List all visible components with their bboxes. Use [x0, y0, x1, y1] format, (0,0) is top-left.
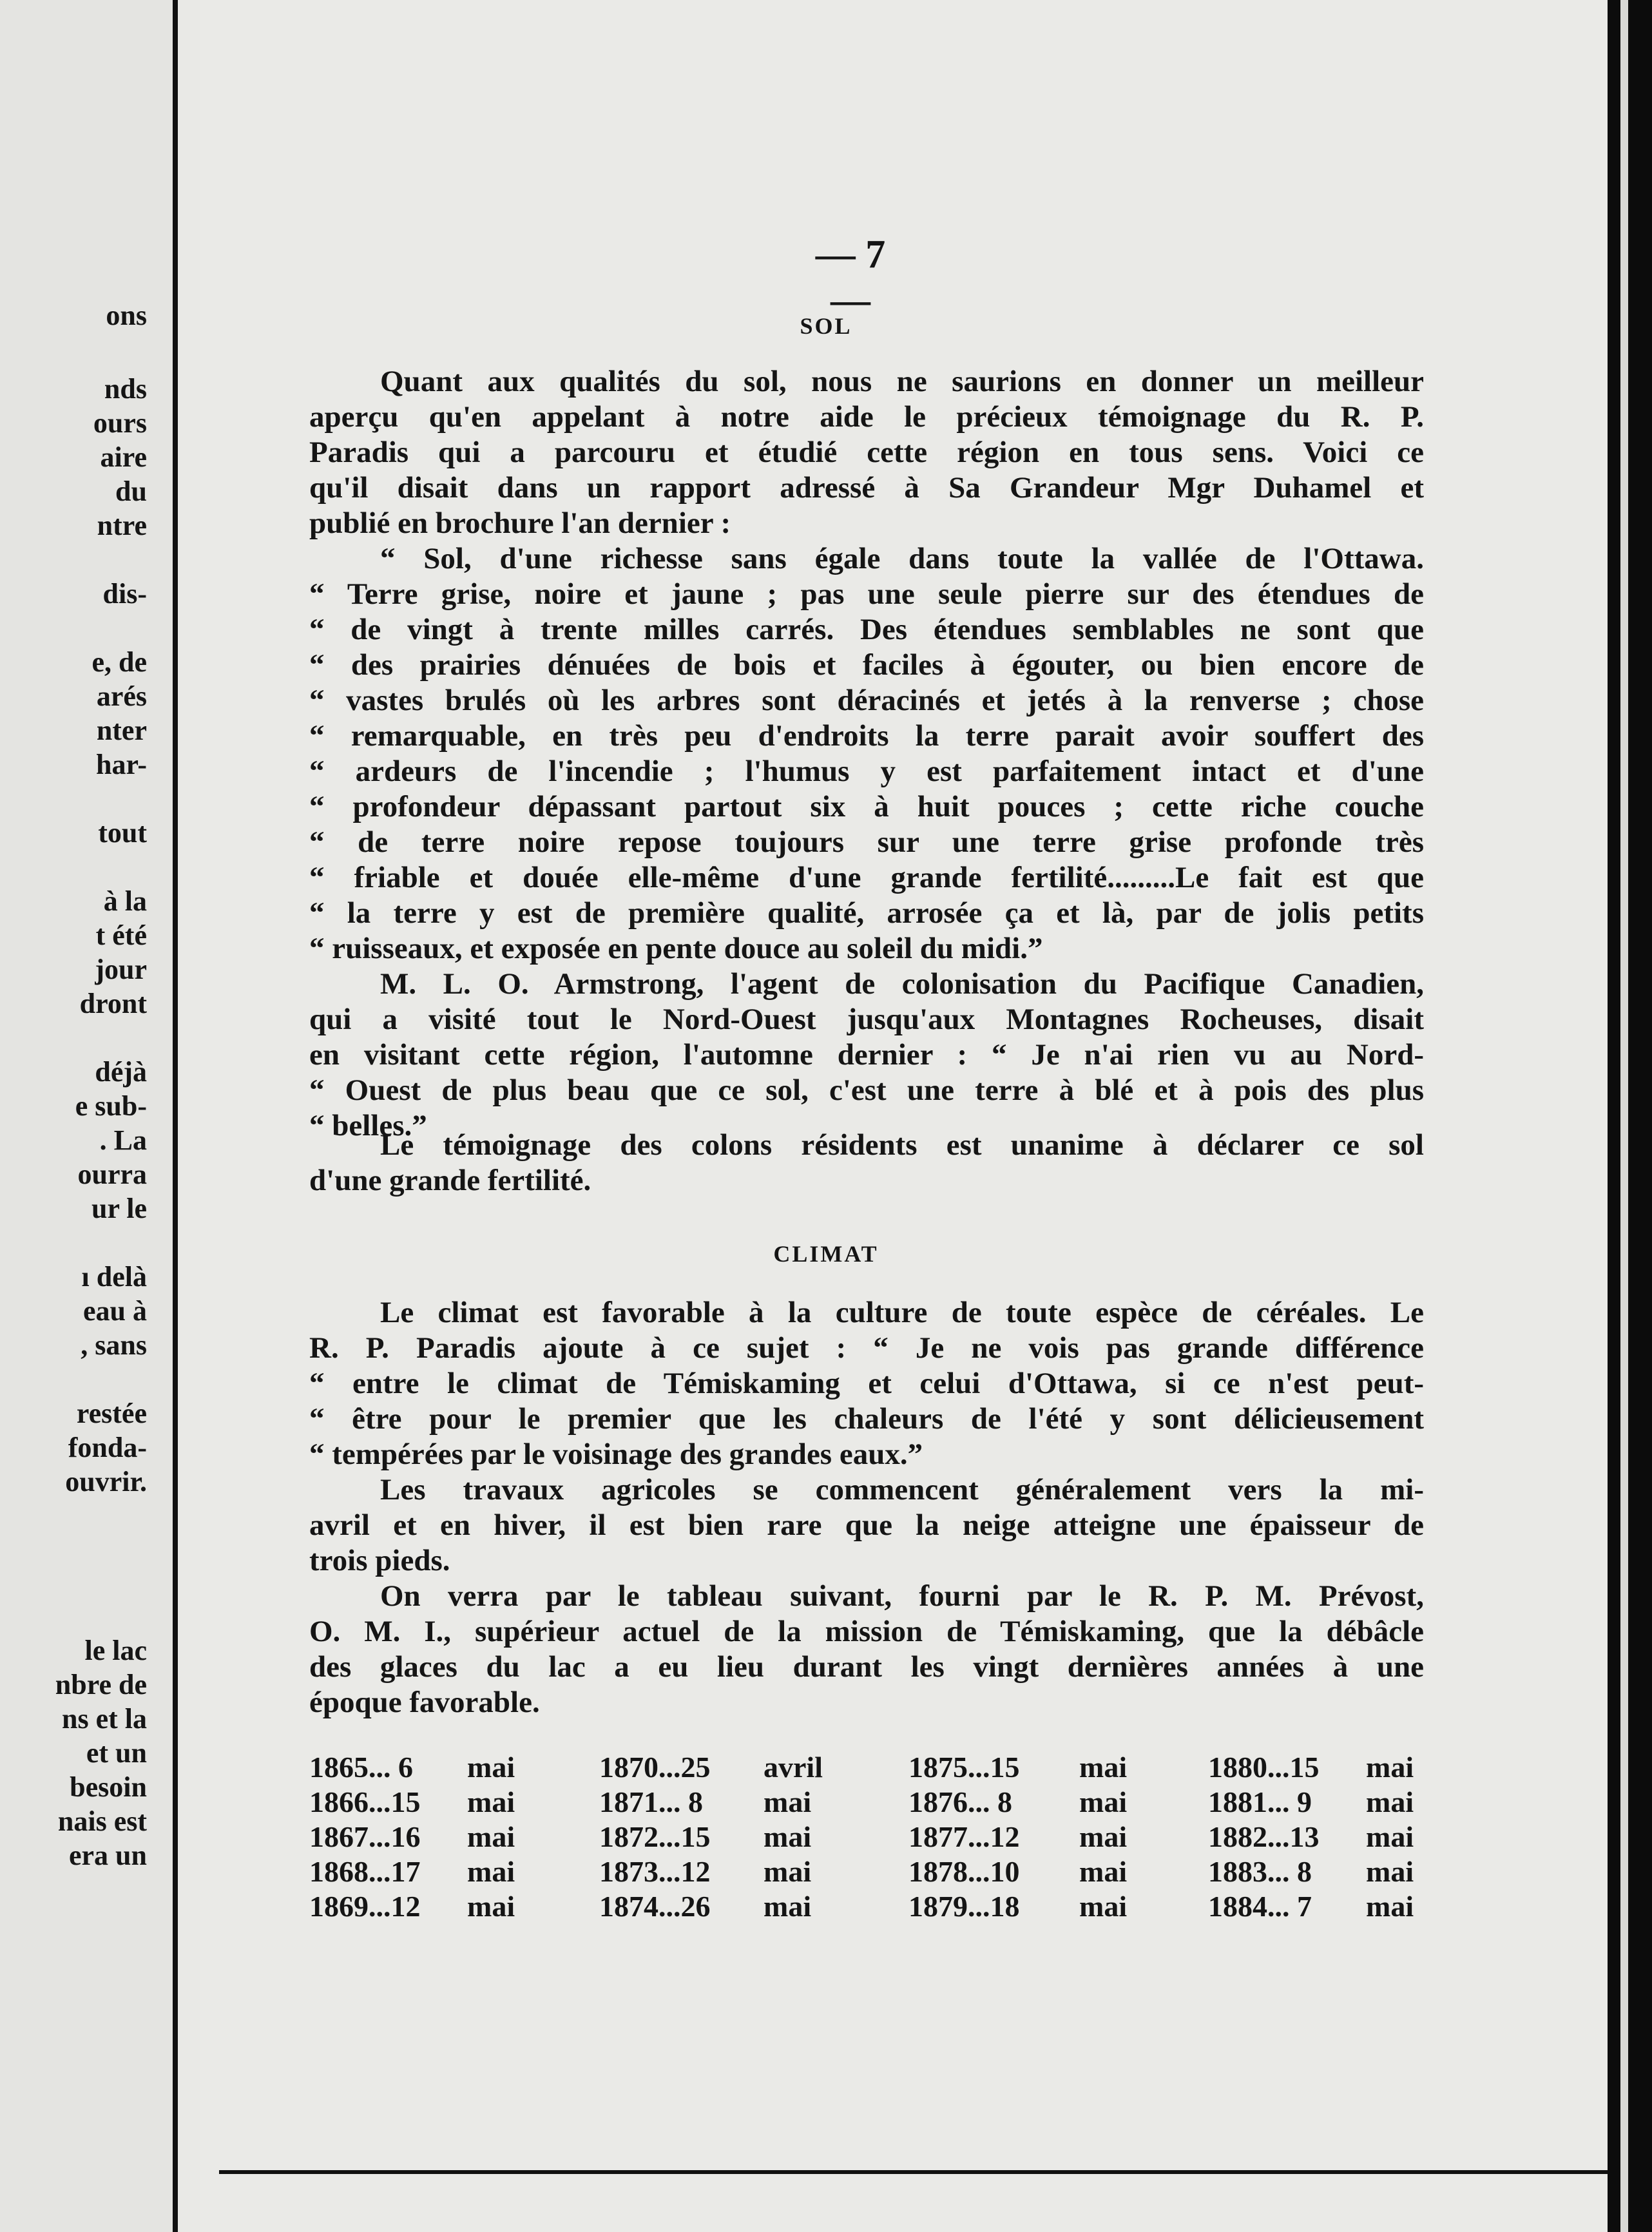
- page-bottom-rule: [219, 2170, 1608, 2174]
- table-cell-date: 1870...25: [599, 1751, 711, 1784]
- table-cell-month: mai: [1079, 1785, 1128, 1818]
- fragment-text: era un: [69, 1840, 147, 1871]
- text-line: publié en brochure l'an dernier :: [309, 506, 731, 540]
- text-line: qui a visité tout le Nord-Ouest jusqu'aux Montagnes Rocheuses, disait: [309, 1003, 1424, 1036]
- fragment-text: nais est: [57, 1805, 147, 1837]
- text-line: trois pieds.: [309, 1544, 450, 1577]
- table-cell-date: 1873...12: [599, 1855, 711, 1888]
- sol-paragraph-3: [309, 1128, 1424, 1198]
- table-cell-month: mai: [1079, 1855, 1128, 1888]
- text-line: Le climat est favorable à la culture de toute espèce de céréales. Le: [380, 1296, 1424, 1329]
- fragment-text: fonda-: [68, 1432, 147, 1463]
- text-line: “ de vingt à trente milles carrés. Des étendues semblables ne sont que: [309, 613, 1424, 646]
- table-cell-month: mai: [764, 1855, 812, 1888]
- fragment-text: ntre: [97, 510, 147, 541]
- text-line: “ la terre y est de première qualité, arrosée ça et là, par de jolis petits: [309, 896, 1424, 930]
- text-line: “ friable et douée elle-même d'une grande fertilité.........Le fait est que: [309, 861, 1424, 894]
- fragment-text: e sub-: [75, 1090, 147, 1122]
- fragment-text: arés: [96, 680, 147, 712]
- text-line: époque favorable.: [309, 1686, 540, 1719]
- page-number: — 7 —: [815, 233, 886, 322]
- table-row: [309, 1785, 1424, 1820]
- sol-paragraph-1: [309, 364, 1424, 541]
- text-line: “ ardeurs de l'incendie ; l'humus y est parfaitement intact et d'une: [309, 755, 1424, 788]
- table-cell-month: mai: [1366, 1820, 1414, 1853]
- text-line: avril et en hiver, il est bien rare que la neige atteigne une épaisseur de: [309, 1508, 1424, 1542]
- table-cell-date: 1884... 7: [1208, 1890, 1312, 1923]
- text-line: “ des prairies dénuées de bois et faciles à égouter, ou bien encore de: [309, 648, 1424, 682]
- fragment-text: restée: [76, 1398, 147, 1429]
- table-cell-month: mai: [467, 1855, 515, 1888]
- table-cell-date: 1868...17: [309, 1855, 421, 1888]
- fragment-text: e, de: [91, 646, 147, 678]
- table-cell-month: avril: [764, 1751, 823, 1784]
- fragment-text: déjà: [95, 1056, 147, 1088]
- text-line: Paradis qui a parcouru et étudié cette région en tous sens. Voici ce: [309, 436, 1424, 469]
- table-cell-month: mai: [1366, 1890, 1414, 1923]
- table-cell-month: mai: [1366, 1855, 1414, 1888]
- fragment-text: le lac: [84, 1635, 147, 1666]
- fragment-text: du: [115, 476, 147, 507]
- table-cell-month: mai: [764, 1785, 812, 1818]
- fragment-text: besoin: [70, 1771, 147, 1803]
- fragment-text: jour: [95, 954, 147, 985]
- table-row: [309, 1750, 1424, 1785]
- table-cell-date: 1865... 6: [309, 1751, 413, 1784]
- fragment-text: ourra: [77, 1159, 147, 1190]
- fragment-text: ours: [93, 407, 147, 439]
- sol-paragraph-2: [309, 967, 1424, 1144]
- text-line: O. M. I., supérieur actuel de la mission de Témiskaming, que la débâcle: [309, 1615, 1424, 1648]
- table-cell-month: mai: [1366, 1785, 1414, 1818]
- text-line: M. L. O. Armstrong, l'agent de colonisation du Pacifique Canadien,: [380, 967, 1424, 1001]
- fragment-text: et un: [86, 1737, 147, 1769]
- table-cell-date: 1878...10: [908, 1855, 1020, 1888]
- text-line: “ belles.”: [309, 1109, 427, 1142]
- table-cell-month: mai: [467, 1890, 515, 1923]
- table-cell-date: 1876... 8: [908, 1785, 1012, 1818]
- fragment-text: , sans: [81, 1329, 147, 1361]
- table-cell-month: mai: [467, 1751, 515, 1784]
- table-cell-date: 1882...13: [1208, 1820, 1320, 1853]
- table-row: [309, 1889, 1424, 1924]
- fragment-text: dis-: [102, 578, 147, 610]
- table-cell-date: 1879...18: [908, 1890, 1020, 1923]
- text-line: “ Sol, d'une richesse sans égale dans toute la vallée de l'Ottawa.: [380, 542, 1424, 575]
- table-cell-month: mai: [1079, 1890, 1128, 1923]
- table-cell-month: mai: [1079, 1751, 1128, 1784]
- text-line: “ tempérées par le voisinage des grandes eaux.”: [309, 1438, 923, 1471]
- text-line: “ de terre noire repose toujours sur une terre grise profonde très: [309, 825, 1424, 859]
- section-title-sol: SOL: [800, 313, 852, 339]
- section-title-climat: CLIMAT: [773, 1241, 879, 1267]
- table-row: [309, 1820, 1424, 1854]
- table-cell-date: 1881... 9: [1208, 1785, 1312, 1818]
- table-cell-date: 1877...12: [908, 1820, 1020, 1853]
- text-line: aperçu qu'en appelant à notre aide le précieux témoignage du R. P.: [309, 400, 1424, 434]
- table-cell-month: mai: [764, 1890, 812, 1923]
- table-cell-date: 1871... 8: [599, 1785, 703, 1818]
- fragment-text: har-: [95, 749, 147, 780]
- fragment-text: nter: [96, 715, 147, 746]
- fragment-text: t été: [95, 919, 147, 951]
- table-cell-date: 1880...15: [1208, 1751, 1320, 1784]
- fragment-text: ns et la: [62, 1703, 147, 1735]
- climat-paragraph-3: [309, 1579, 1424, 1720]
- text-line: “ entre le climat de Témiskaming et celui d'Ottawa, si ce n'est peut-: [309, 1367, 1424, 1400]
- fragment-text: ı delà: [81, 1261, 147, 1293]
- table-cell-date: 1883... 8: [1208, 1855, 1312, 1888]
- text-line: qu'il disait dans un rapport adressé à Sa Grandeur Mgr Duhamel et: [309, 471, 1424, 505]
- fragment-text: ons: [106, 300, 147, 331]
- text-line: “ être pour le premier que les chaleurs de l'été y sont délicieusement: [309, 1402, 1424, 1436]
- table-cell-date: 1874...26: [599, 1890, 711, 1923]
- table-row: [309, 1854, 1424, 1889]
- fragment-text: . La: [99, 1124, 147, 1156]
- fragment-text: nbre de: [55, 1669, 147, 1700]
- text-line: Quant aux qualités du sol, nous ne saurions en donner un meilleur: [380, 365, 1424, 398]
- table-cell-month: mai: [1366, 1751, 1414, 1784]
- fragment-text: ur le: [91, 1193, 147, 1224]
- text-line: R. P. Paradis ajoute à ce sujet : “ Je ne vois pas grande différence: [309, 1331, 1424, 1365]
- table-cell-month: mai: [467, 1820, 515, 1853]
- climat-paragraph-2: [309, 1472, 1424, 1579]
- fragment-text: tout: [98, 817, 147, 849]
- fragment-text: aire: [100, 441, 147, 473]
- text-line: “ profondeur dépassant partout six à huit pouces ; cette riche couche: [309, 790, 1424, 823]
- text-line: Le témoignage des colons résidents est unanime à déclarer ce sol: [380, 1128, 1424, 1162]
- climat-paragraph-1: [309, 1295, 1424, 1472]
- table-cell-month: mai: [1079, 1820, 1128, 1853]
- table-cell-date: 1867...16: [309, 1820, 421, 1853]
- text-line: des glaces du lac a eu lieu durant les vingt dernières années à une: [309, 1650, 1424, 1684]
- text-line: “ Terre grise, noire et jaune ; pas une seule pierre sur des étendues de: [309, 577, 1424, 611]
- table-cell-month: mai: [467, 1785, 515, 1818]
- sol-quote: [309, 541, 1424, 967]
- text-line: Les travaux agricoles se commencent généralement vers la mi-: [380, 1473, 1424, 1506]
- fragment-text: eau à: [83, 1295, 147, 1327]
- text-line: On verra par le tableau suivant, fourni par le R. P. M. Prévost,: [380, 1579, 1424, 1613]
- table-cell-date: 1872...15: [599, 1820, 711, 1853]
- text-line: en visitant cette région, l'automne dernier : “ Je n'ai rien vu au Nord-: [309, 1038, 1424, 1072]
- text-line: “ ruisseaux, et exposée en pente douce au soleil du midi.”: [309, 932, 1043, 965]
- table-cell-date: 1869...12: [309, 1890, 421, 1923]
- table-cell-month: mai: [764, 1820, 812, 1853]
- fragment-text: à la: [103, 885, 147, 917]
- fragment-text: ouvrir.: [65, 1466, 147, 1497]
- text-line: “ vastes brulés où les arbres sont déracinés et jetés à la renverse ; chose: [309, 684, 1424, 717]
- table-cell-date: 1875...15: [908, 1751, 1020, 1784]
- text-line: “ Ouest de plus beau que ce sol, c'est une terre à blé et à pois des plus: [309, 1073, 1424, 1107]
- text-line: d'une grande fertilité.: [309, 1164, 591, 1197]
- fragment-text: nds: [104, 373, 147, 405]
- table-cell-date: 1866...15: [309, 1785, 421, 1818]
- text-line: “ remarquable, en très peu d'endroits la terre parait avoir souffert des: [309, 719, 1424, 753]
- fragment-text: dront: [79, 988, 147, 1019]
